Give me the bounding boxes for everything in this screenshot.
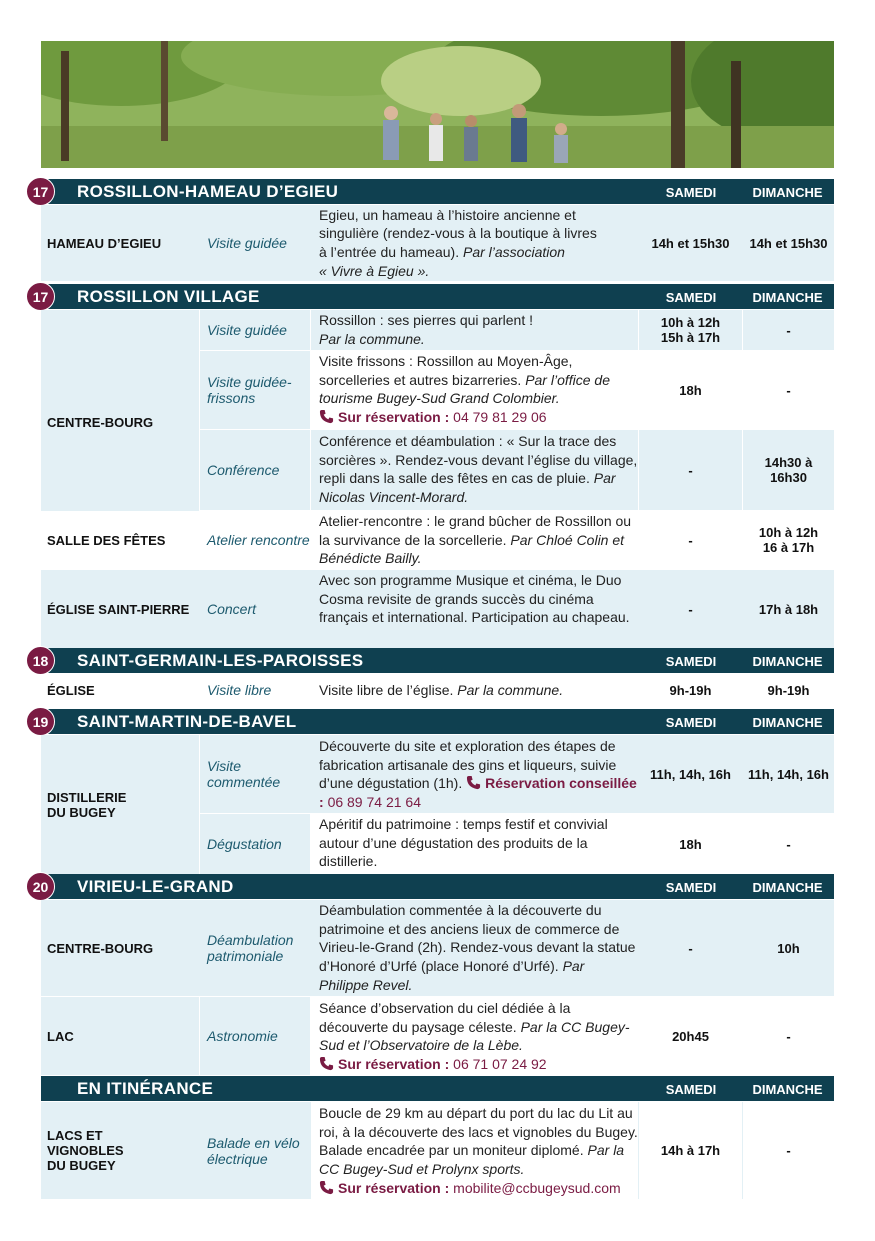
sunday-time: - — [786, 1028, 791, 1044]
saturday-time: - — [688, 532, 693, 548]
time-line: 10h à 12h — [660, 315, 721, 330]
desc-line: Egieu, un hameau à l’histoire ancienne et — [319, 206, 576, 223]
saturday-time: 14h et 15h30 — [651, 235, 730, 251]
sunday-time: - — [743, 814, 834, 874]
place-line: DU BUGEY — [47, 1158, 116, 1173]
saturday-time: - — [688, 601, 693, 617]
desc-text: à l’entrée du hameau). — [319, 244, 460, 260]
activity-type: Visite libre — [207, 682, 272, 698]
place-line: VIGNOBLES — [47, 1143, 124, 1158]
reservation-phone[interactable]: 04 79 81 29 06 — [453, 409, 547, 426]
reservation-label: Sur réservation : — [338, 1179, 450, 1196]
table-row — [41, 570, 834, 648]
section-number-badge: 17 — [26, 177, 55, 206]
saturday-time: - — [688, 940, 693, 956]
section-rossillon-hameau — [32, 179, 834, 279]
section-number-badge: 19 — [26, 707, 55, 736]
forest-photo-illustration — [41, 41, 834, 168]
organizer-credit: Par l’association — [462, 244, 565, 260]
time-line: 10h à 12h — [758, 525, 819, 540]
saturday-time: 18h — [639, 351, 742, 429]
activity-type: Visite guidée — [207, 235, 287, 251]
table-row — [41, 997, 834, 1075]
table-row — [200, 430, 834, 510]
section-header — [32, 648, 834, 673]
sunday-time: 14h et 15h30 — [749, 235, 828, 251]
desc-text: Visite libre de l’église. — [319, 682, 454, 698]
place-cell-centre-bourg: CENTRE-BOURG — [41, 310, 199, 535]
description — [311, 310, 638, 350]
saturday-time: 18h — [639, 814, 742, 874]
header-samedi: SAMEDI — [665, 880, 717, 895]
section-title: EN ITINÉRANCE — [77, 1079, 214, 1098]
section-number-badge: 17 — [26, 282, 55, 311]
reservation-line — [319, 409, 547, 425]
section-title: ROSSILLON VILLAGE — [77, 287, 260, 306]
table-row — [200, 735, 834, 813]
activity-type: Déambulation patrimoniale — [207, 932, 294, 964]
description — [311, 997, 638, 1075]
activity-type: Conférence — [200, 430, 310, 510]
table-row — [41, 205, 834, 281]
organizer-credit: Par Nicolas Vincent-Morard. — [319, 470, 616, 506]
section-rossillon-village — [32, 284, 834, 626]
section-title: ROSSILLON-HAMEAU D’EGIEU — [77, 182, 339, 201]
table-row — [200, 310, 834, 350]
activity-type: Atelier rencontre — [207, 532, 310, 548]
section-header — [32, 874, 834, 899]
section-title: SAINT-MARTIN-DE-BAVEL — [77, 712, 297, 731]
desc-text: Boucle de 29 km au départ du port du lac du Lit au roi, à la découverte des lacs et vignobles du Bugey. Balade encadrée par un moniteur diplomé. — [319, 1105, 638, 1159]
sunday-time: 9h-19h — [767, 682, 810, 698]
description — [311, 430, 638, 510]
place-line: LACS ET — [47, 1128, 103, 1143]
header-dimanche: DIMANCHE — [752, 654, 823, 669]
section-header — [32, 179, 834, 204]
desc-text: Rossillon : ses pierres qui parlent ! — [319, 312, 533, 329]
activity-type: Astronomie — [200, 997, 310, 1075]
organizer-credit: Par Chloé Colin et Bénédicte Bailly. — [319, 531, 625, 567]
section-saint-germain — [32, 648, 834, 698]
sunday-time: - — [743, 310, 834, 350]
section-number-badge: 18 — [26, 646, 55, 675]
place-cell: LAC — [41, 997, 199, 1075]
organizer-credit: Par Philippe Revel. — [319, 958, 585, 993]
saturday-time: - — [639, 430, 742, 510]
description — [311, 1102, 638, 1199]
table-row — [200, 814, 834, 874]
organizer-credit: « Vivre à Egieu ». — [319, 262, 430, 279]
section-itinerance — [41, 1076, 834, 1196]
saturday-time: 11h, 14h, 16h — [650, 766, 731, 782]
activity-type: Balade en vélo électrique — [207, 1134, 300, 1167]
header-samedi: SAMEDI — [665, 715, 717, 730]
place-cell-distillerie — [41, 735, 199, 874]
saturday-time: 20h45 — [672, 1028, 709, 1044]
time-line: 15h à 17h — [660, 330, 721, 345]
reservation-phone[interactable]: 06 71 07 24 92 — [453, 1056, 547, 1073]
section-virieu — [32, 874, 834, 1073]
header-dimanche: DIMANCHE — [752, 290, 823, 305]
place-line: DISTILLERIE — [47, 789, 127, 805]
description — [311, 351, 638, 429]
activity-type: Dégustation — [200, 814, 310, 874]
section-header — [32, 709, 834, 734]
section-title: VIRIEU-LE-GRAND — [77, 877, 234, 896]
phone-icon — [466, 775, 481, 790]
header-samedi: SAMEDI — [665, 654, 717, 669]
activity-type: Visite guidée-frissons — [200, 351, 310, 429]
place-cell — [41, 1102, 199, 1199]
place-cell: SALLE DES FÊTES — [47, 532, 166, 548]
desc-text: Séance d’observation du ciel dédiée à la découverte du paysage céleste. — [319, 1000, 571, 1035]
table-row — [41, 1102, 834, 1199]
table-row — [41, 511, 834, 569]
sunday-time: - — [743, 351, 834, 429]
section-header — [32, 284, 834, 309]
desc-text: Déambulation commentée à la découverte du patrimoine et des anciens lieux de commerce de Virieu-le-Grand (2h). Rendez-vous devant la statue d’Honoré d’Urfé (place Honoré d’Urfé). — [319, 902, 636, 975]
description — [311, 735, 638, 813]
saturday-time: 9h-19h — [669, 682, 712, 698]
activity-type: Concert — [207, 601, 257, 617]
desc-text: Découverte du site et exploration des étapes de fabrication artisanale des gins et liqueurs, suivie d’une dégustation (1h). — [319, 738, 617, 792]
reservation-label: Sur réservation : — [338, 409, 450, 426]
reservation-label: Sur réservation : — [338, 1056, 450, 1073]
sunday-time: 11h, 14h, 16h — [748, 766, 829, 782]
section-title: SAINT-GERMAIN-LES-PAROISSES — [77, 651, 364, 670]
phone-icon — [319, 409, 334, 424]
desc-line — [319, 243, 638, 262]
header-samedi: SAMEDI — [665, 1082, 717, 1097]
header-dimanche: DIMANCHE — [752, 715, 823, 730]
description — [311, 205, 638, 281]
activity-type: Visite commentée — [207, 758, 281, 790]
organizer-credit: Par la CC Bugey-Sud et Prolynx sports. — [319, 1142, 625, 1178]
section-header — [41, 1076, 834, 1101]
organizer-credit: Par la commune. — [319, 331, 425, 347]
description — [311, 674, 638, 706]
organizer-credit: Par la commune. — [457, 682, 564, 698]
place-cell: CENTRE-BOURG — [47, 940, 154, 956]
desc-text: Atelier-rencontre : le grand bûcher de Rossillon ou la survivance de la sorcellerie. — [319, 513, 632, 548]
section-number-badge: 20 — [26, 872, 55, 901]
saturday-time — [639, 310, 742, 350]
header-dimanche: DIMANCHE — [752, 880, 823, 895]
section-saint-martin — [32, 709, 834, 870]
header-samedi: SAMEDI — [665, 185, 717, 200]
time-line: 14h30 à — [764, 455, 813, 470]
phone-icon — [319, 1180, 334, 1195]
table-row — [200, 351, 834, 429]
desc-text: Conférence et déambulation : « Sur la trace des sorcières ». Rendez-vous devant l’église du village, repli dans la salle des fêtes en cas de pluie. — [319, 433, 638, 487]
reservation-email-link[interactable]: mobilite@ccbugeysud.com — [453, 1179, 621, 1196]
table-row — [41, 674, 834, 706]
sunday-time: 10h — [777, 940, 800, 956]
time-line: 16h30 — [770, 470, 807, 485]
header-dimanche: DIMANCHE — [752, 1082, 823, 1097]
description — [311, 900, 638, 996]
description: Avec son programme Musique et cinéma, le Duo Cosma revisite de grands succès du cinéma français et international. Participation au chapeau. — [319, 572, 630, 626]
organizer-credit: Par la CC Bugey-Sud et l’Observatoire de la Lèbe. — [319, 1018, 630, 1054]
saturday-time: 14h à 17h — [639, 1102, 742, 1199]
desc-line: singulière (rendez-vous à la boutique à livres — [319, 225, 597, 242]
place-cell: ÉGLISE SAINT-PIERRE — [47, 601, 190, 617]
reservation-line — [319, 1180, 621, 1196]
header-photo — [41, 41, 834, 168]
sunday-time — [743, 511, 834, 569]
reservation-line — [319, 1056, 547, 1072]
sunday-time: - — [743, 1102, 834, 1199]
header-samedi: SAMEDI — [665, 290, 717, 305]
place-cell: HAMEAU D’EGIEU — [47, 235, 162, 251]
time-line: 16 à 17h — [762, 540, 815, 555]
reservation-label: Réservation conseillée : — [319, 775, 637, 811]
organizer-credit: Par l’office de tourisme Bugey-Sud Grand Colombier. — [319, 371, 611, 407]
description — [311, 511, 638, 569]
place-line: DU BUGEY — [47, 804, 116, 820]
sunday-time: 17h à 18h — [758, 601, 819, 617]
description: Apéritif du patrimoine : temps festif et convivial autour d’une dégustation des produits de la distillerie. — [311, 814, 638, 874]
place-cell: ÉGLISE — [47, 682, 95, 698]
header-dimanche: DIMANCHE — [752, 185, 823, 200]
desc-text: Visite frissons : Rossillon au Moyen-Âge, sorcelleries et autres bizarreries. — [319, 353, 573, 388]
phone-icon — [319, 1056, 334, 1071]
activity-type: Visite guidée — [200, 310, 310, 350]
sunday-time — [743, 430, 834, 510]
reservation-phone[interactable]: 06 89 74 21 64 — [327, 794, 421, 811]
table-row — [41, 900, 834, 996]
